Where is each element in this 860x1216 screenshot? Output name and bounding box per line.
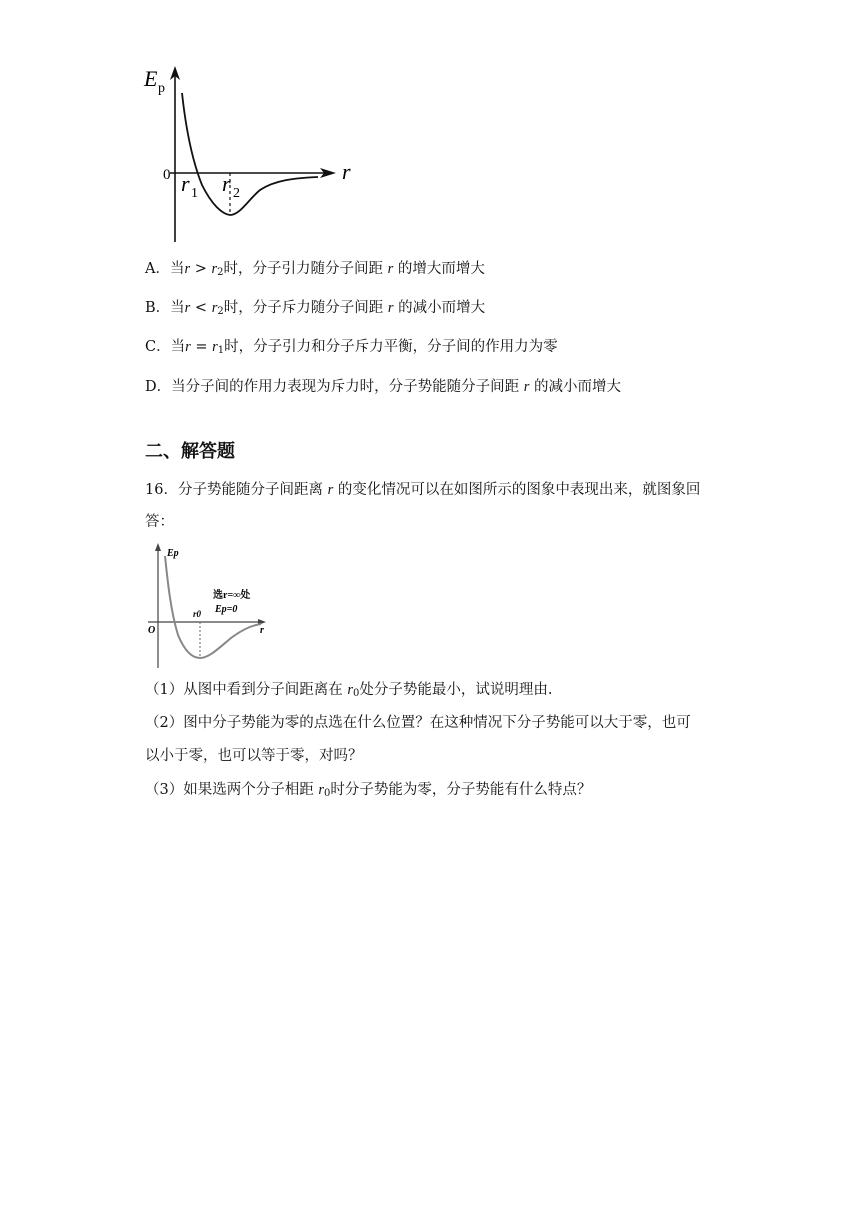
r0-label: r0 xyxy=(193,609,202,619)
x-axis-label: r xyxy=(260,625,264,636)
question-16-line-1: 16．分子势能随分子间距离 r 的变化情况可以在如图所示的图象中表现出来，就图象回 xyxy=(145,482,701,498)
potential-energy-graph-1 xyxy=(140,60,370,250)
r1-label-sub: 1 xyxy=(191,186,198,201)
zero-point-note-2: Ep=0 xyxy=(215,604,238,615)
section-heading: 二、解答题 xyxy=(145,441,235,462)
y-axis-label: Ep xyxy=(167,548,179,559)
y-axis-label-sub: p xyxy=(158,81,165,96)
r2-label-sub: 2 xyxy=(233,186,240,201)
option-d: D．当分子间的作用力表现为斥力时，分子势能随分子间距 r 的减小而增大 xyxy=(145,379,621,395)
zero-point-note-1: 选r=∞处 xyxy=(213,590,251,601)
option-c: C．当$r = r_1$时，分子引力和分子斥力平衡，分子间的作用力为零 xyxy=(145,339,558,356)
sub-question-1: （1）从图中看到分子间距离在 $r_0$处分子势能最小，试说明理由. xyxy=(145,682,553,699)
y-axis-label: E xyxy=(144,66,158,91)
sub-question-3: （3）如果选两个分子相距 $r_0$时分子势能为零，分子势能有什么特点？ xyxy=(145,782,592,799)
x-axis-label: r xyxy=(342,159,351,184)
y-axis-arrow xyxy=(155,543,161,551)
option-a: A．当$r > r_2$时，分子引力随分子间距 r 的增大而增大 xyxy=(145,261,485,278)
potential-energy-graph-2 xyxy=(143,540,278,672)
r2-label: r xyxy=(222,171,231,196)
question-16-line-2: 答： xyxy=(145,514,174,530)
option-b: B．当$r < r_2$时，分子斥力随分子间距 r 的减小而增大 xyxy=(145,300,486,317)
sub-question-2-line-1: （2）图中分子势能为零的点选在什么位置？在这种情况下分子势能可以大于零，也可 xyxy=(145,715,691,731)
potential-curve xyxy=(182,93,318,215)
origin-label: O xyxy=(148,625,156,636)
potential-curve xyxy=(165,556,261,658)
r1-label: r xyxy=(181,171,190,196)
origin-label: 0 xyxy=(163,167,171,183)
sub-question-2-line-2: 以小于零，也可以等于零，对吗？ xyxy=(145,748,363,764)
